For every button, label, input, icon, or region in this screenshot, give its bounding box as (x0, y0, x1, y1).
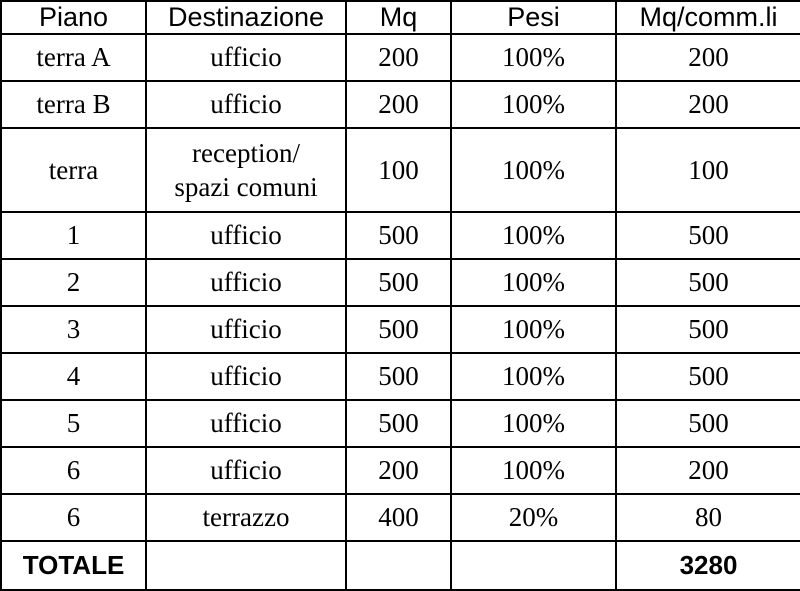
cell-destinazione: ufficio (146, 259, 346, 306)
table-header-row (1, 1, 800, 34)
table-row (1, 447, 800, 494)
cell-pesi: 100% (451, 212, 616, 259)
column-header-piano: Piano (1, 1, 146, 34)
cell-destinazione: ufficio (146, 447, 346, 494)
cell-pesi: 100% (451, 81, 616, 128)
table-body (1, 34, 800, 590)
cell-pesi: 100% (451, 306, 616, 353)
cell-mq-commerciali: 500 (616, 353, 800, 400)
cell-destinazione-line2: spazi comuni (174, 172, 318, 203)
cell-mq: 500 (346, 306, 451, 353)
cell-pesi: 100% (451, 128, 616, 212)
cell-mq: 500 (346, 353, 451, 400)
cell-piano: terra (1, 128, 146, 212)
table-total-row (1, 541, 800, 590)
cell-destinazione: ufficio (146, 34, 346, 81)
column-header-mq: Mq (346, 1, 451, 34)
table-row (1, 400, 800, 447)
table-row (1, 212, 800, 259)
cell-destinazione: ufficio (146, 306, 346, 353)
cell-mq: 500 (346, 259, 451, 306)
table-row (1, 353, 800, 400)
column-header-pesi: Pesi (451, 1, 616, 34)
cell-destinazione: ufficio (146, 212, 346, 259)
cell-mq-commerciali: 200 (616, 81, 800, 128)
cell-destinazione-line1: reception/ (192, 137, 300, 168)
column-header-destinazione: Destinazione (146, 1, 346, 34)
cell-mq-commerciali: 80 (616, 494, 800, 541)
cell-mq-commerciali: 500 (616, 400, 800, 447)
cell-total-label: TOTALE (1, 541, 146, 590)
cell-piano: terra B (1, 81, 146, 128)
cell-mq: 200 (346, 34, 451, 81)
cell-mq: 100 (346, 128, 451, 212)
cell-mq: 400 (346, 494, 451, 541)
cell-mq-commerciali: 200 (616, 447, 800, 494)
cell-piano: 5 (1, 400, 146, 447)
cell-mq-commerciali: 500 (616, 306, 800, 353)
cell-piano: 4 (1, 353, 146, 400)
cell-destinazione: ufficio (146, 81, 346, 128)
cell-destinazione: ufficio (146, 353, 346, 400)
cell-total-pesi (451, 541, 616, 590)
table-row (1, 128, 800, 212)
cell-mq-commerciali: 500 (616, 259, 800, 306)
cell-piano: 2 (1, 259, 146, 306)
cell-total-mq-commerciali: 3280 (616, 541, 800, 590)
table-row (1, 81, 800, 128)
table-row (1, 34, 800, 81)
cell-total-destinazione (146, 541, 346, 590)
cell-piano: 6 (1, 447, 146, 494)
cell-piano: 3 (1, 306, 146, 353)
cell-pesi: 100% (451, 400, 616, 447)
cell-mq: 200 (346, 81, 451, 128)
table-row (1, 494, 800, 541)
cell-piano: terra A (1, 34, 146, 81)
cell-mq: 200 (346, 447, 451, 494)
cell-pesi: 20% (451, 494, 616, 541)
table-row (1, 306, 800, 353)
cell-pesi: 100% (451, 259, 616, 306)
cell-piano: 6 (1, 494, 146, 541)
table-header (1, 1, 800, 34)
table-row (1, 259, 800, 306)
cell-destinazione (146, 128, 346, 212)
cell-mq: 500 (346, 400, 451, 447)
cell-total-mq (346, 541, 451, 590)
cell-pesi: 100% (451, 353, 616, 400)
cell-pesi: 100% (451, 447, 616, 494)
cell-piano: 1 (1, 212, 146, 259)
cell-mq-commerciali: 200 (616, 34, 800, 81)
cell-mq: 500 (346, 212, 451, 259)
cell-mq-commerciali: 500 (616, 212, 800, 259)
cell-pesi: 100% (451, 34, 616, 81)
cell-destinazione: terrazzo (146, 494, 346, 541)
column-header-mq-commerciali: Mq/comm.li (616, 1, 800, 34)
cell-mq-commerciali: 100 (616, 128, 800, 212)
cell-destinazione: ufficio (146, 400, 346, 447)
